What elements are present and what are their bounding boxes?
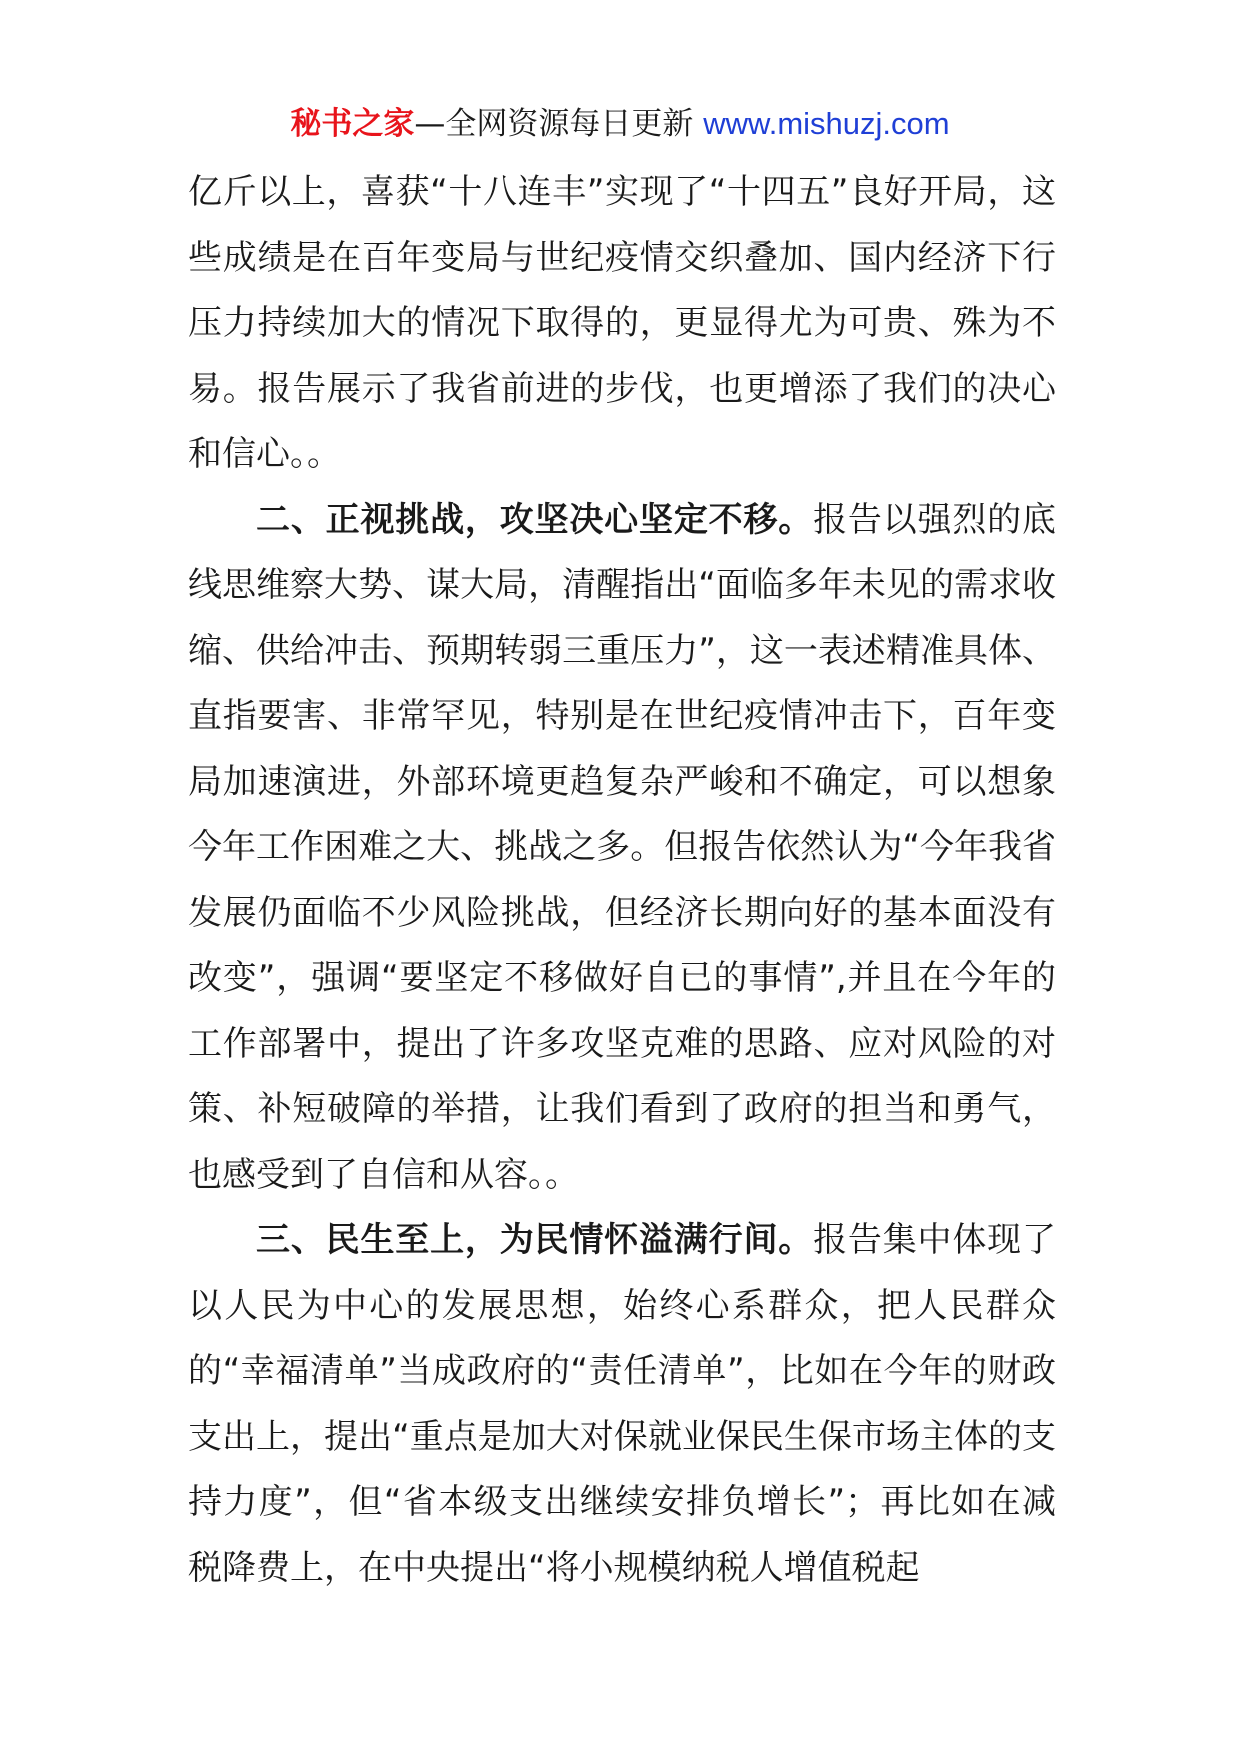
- site-brand: 秘书之家: [290, 106, 415, 142]
- section-heading: 三、民生至上，为民情怀溢满行间。: [256, 1220, 814, 1260]
- site-header: [0, 102, 1240, 146]
- paragraph-section-two: [188, 488, 1056, 1209]
- paragraph-text: 报告集中体现了以人民为中心的发展思想，始终心系群众，把人民群众的“幸福清单”当成政府的“责任清单”，比如在今年的财政支出上，提出“重点是加大对保就业保民生保市场主体的支持力度”，但“省本级支出继续安排负增长”；再比如在减税降费上，在中央提出“将小规模纳税人增值税起: [188, 1220, 1057, 1588]
- paragraph-section-three: [188, 1208, 1056, 1601]
- section-heading: 二、正视挑战，攻坚决心坚定不移。: [256, 499, 814, 540]
- paragraph-continuation: [188, 160, 1056, 488]
- paragraph-text: 亿斤以上，喜获“十八连丰”实现了“十四五”良好开局，这些成绩是在百年变局与世纪疫情交织叠加、国内经济下行压力持续加大的情况下取得的，更显得尤为可贵、殊为不易。报告展示了我省前进的步伐，也更增添了我们的决心和信心。。: [188, 172, 1056, 474]
- site-tagline: —全网资源每日更新: [414, 106, 694, 142]
- paragraph-text: 报告以强烈的底线思维察大势、谋大局，清醒指出“面临多年未见的需求收缩、供给冲击、预期转弱三重压力”，这一表述精准具体、直指要害、非常罕见，特别是在世纪疫情冲击下，百年变局加速演进，外部环境更趋复杂严峻和不确定，可以想象今年工作困难之大、挑战之多。但报告依然认为“今年我省发展仍面临不少风险挑战，但经济长期向好的基本面没有改变”，强调“要坚定不移做好自已的事情”,并且在今年的工作部署中，提出了许多攻坚克难的思路、应对风险的对策、补短破障的举措，让我们看到了政府的担当和勇气，也感受到了自信和从容。。: [188, 499, 1057, 1195]
- document-body: [188, 160, 1056, 1601]
- site-url-link[interactable]: www.mishuzj.com: [703, 106, 950, 141]
